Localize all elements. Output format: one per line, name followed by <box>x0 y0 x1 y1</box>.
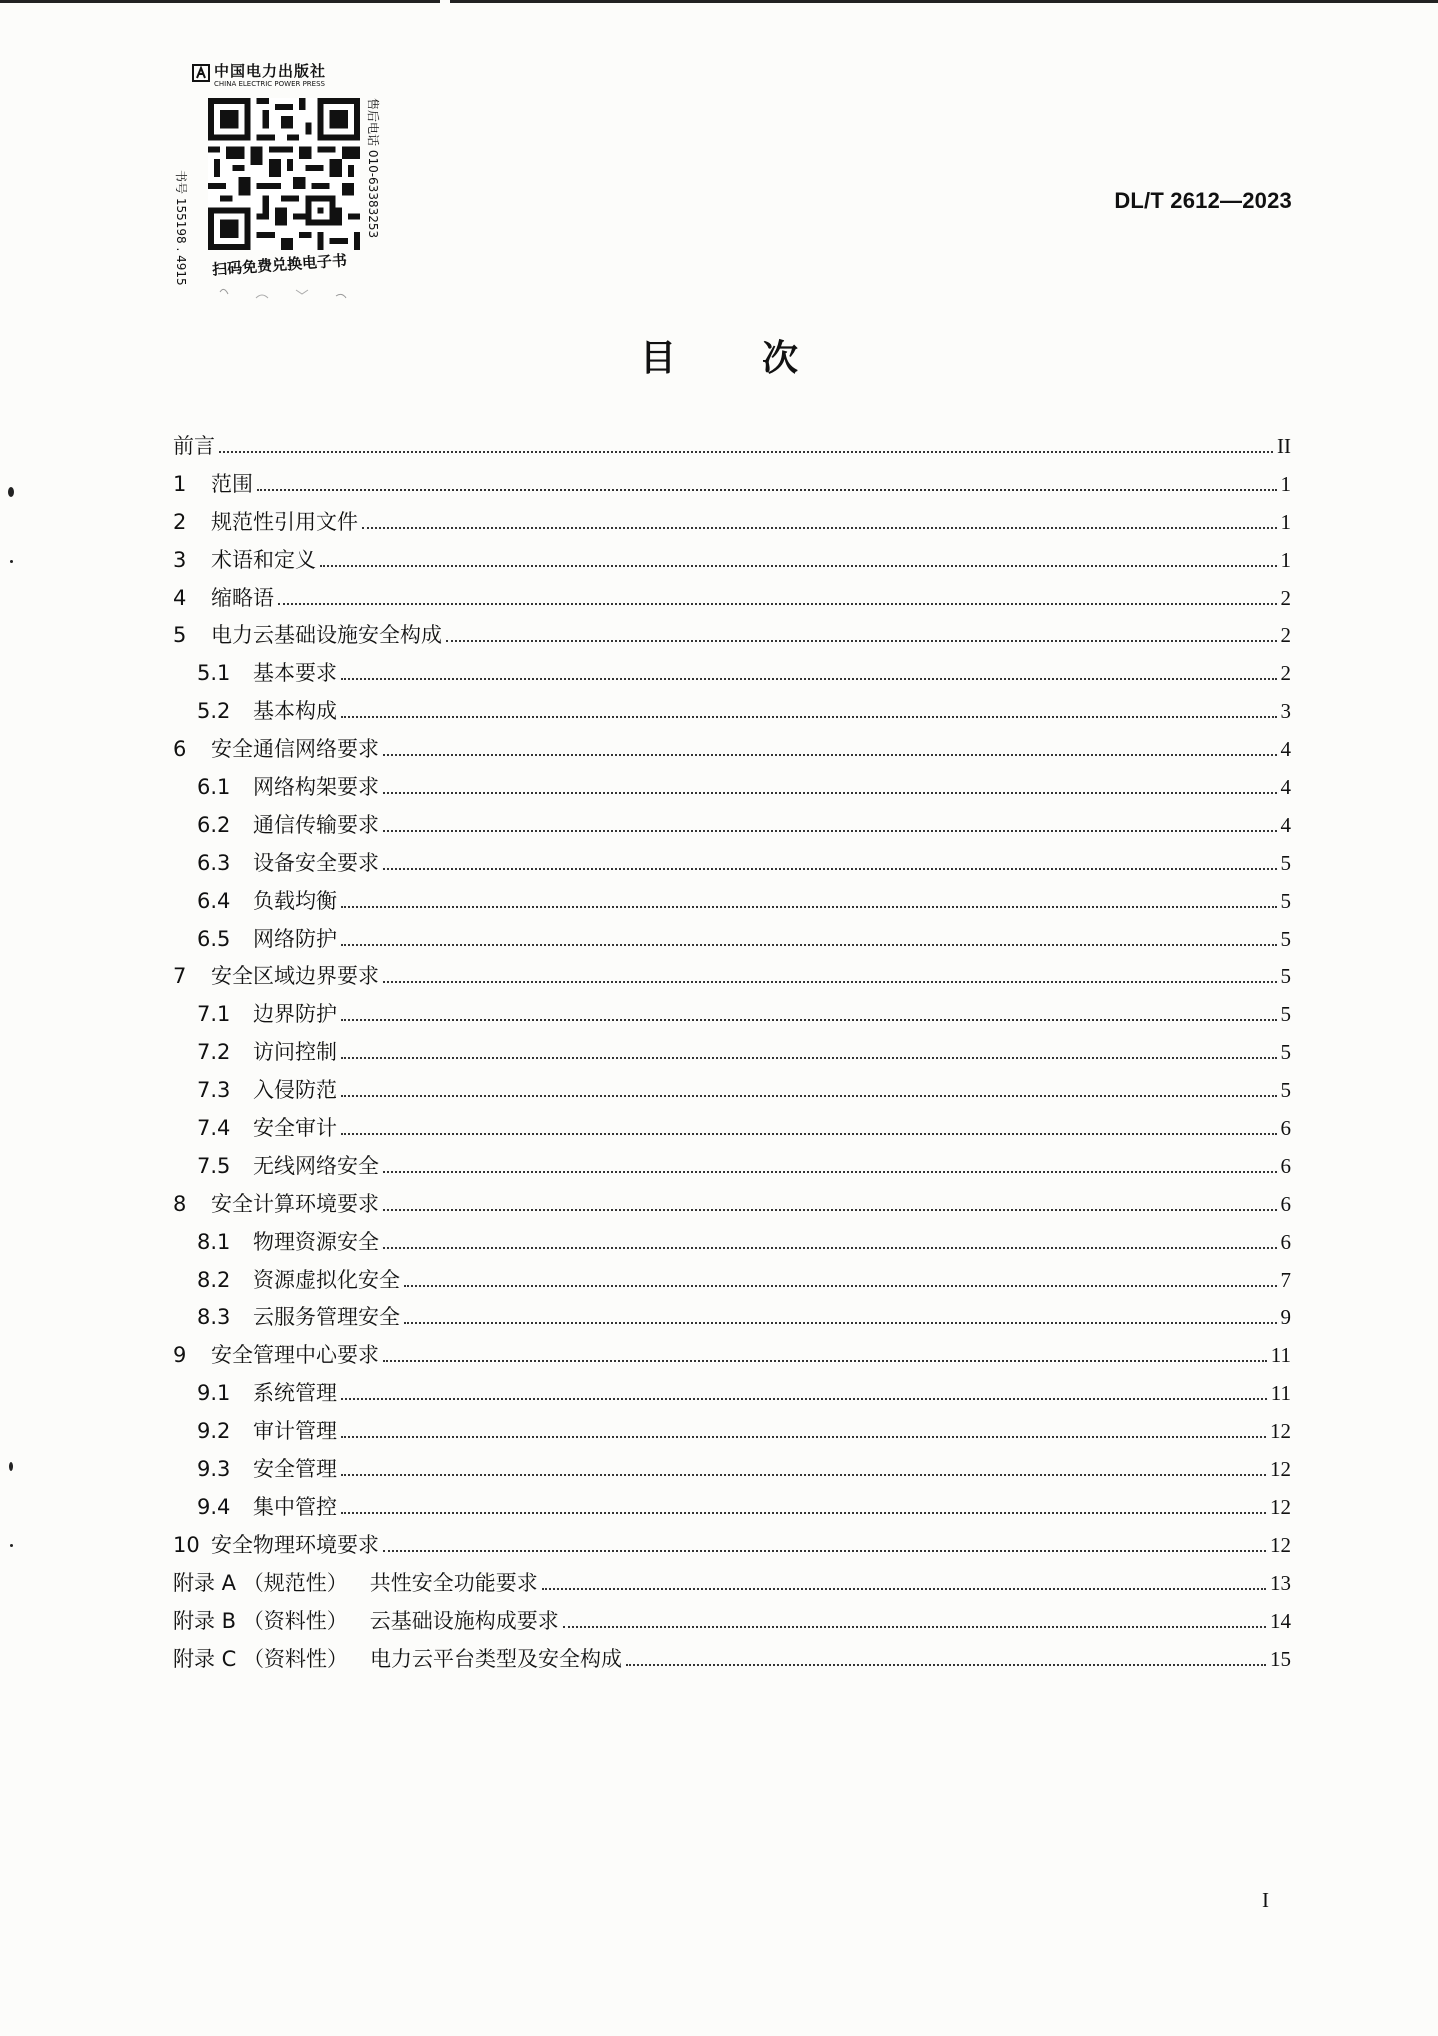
toc-entry-number: 7.3 <box>197 1078 231 1103</box>
toc-entry[interactable] <box>173 1377 1291 1415</box>
toc-dot-leader <box>320 565 1277 567</box>
publisher-english-name: CHINA ELECTRIC POWER PRESS <box>214 80 325 88</box>
toc-entry-label: 系统管理 <box>253 1381 337 1406</box>
toc-entry[interactable] <box>173 809 1291 847</box>
qr-code-icon[interactable] <box>208 98 360 250</box>
toc-entry[interactable] <box>173 1036 1291 1074</box>
toc-entry[interactable] <box>173 1074 1291 1112</box>
toc-entry-number: 9.4 <box>197 1494 231 1519</box>
toc-entry-number: 8 <box>173 1191 187 1216</box>
toc-entry-number: 9.3 <box>197 1457 231 1482</box>
toc-entry-page: 4 <box>1280 812 1291 837</box>
toc-entry-number: 9.1 <box>197 1381 231 1406</box>
toc-entry-label: 基本要求 <box>253 661 337 686</box>
service-hotline: 售后电话 010-63383253 <box>366 98 380 239</box>
toc-entry-label: 安全管理 <box>253 1457 337 1482</box>
toc-entry-number: 9 <box>173 1343 187 1368</box>
table-of-contents <box>173 430 1291 1680</box>
toc-entry-number: 1 <box>173 471 187 496</box>
toc-dot-leader <box>341 1095 1277 1097</box>
toc-entry-number: 7.2 <box>197 1040 231 1065</box>
toc-entry[interactable] <box>173 1529 1291 1567</box>
toc-dot-leader <box>341 1019 1277 1021</box>
page-title <box>0 330 1438 381</box>
toc-entry-page: 1 <box>1280 509 1291 534</box>
toc-entry[interactable] <box>173 657 1291 695</box>
toc-dot-leader <box>563 1626 1266 1628</box>
toc-entry-page: 2 <box>1280 623 1291 648</box>
toc-entry-label: 电力云基础设施安全构成 <box>211 623 442 648</box>
toc-entry-page: 4 <box>1280 737 1291 762</box>
toc-entry[interactable] <box>173 771 1291 809</box>
toc-entry[interactable] <box>173 468 1291 506</box>
toc-entry[interactable] <box>173 506 1291 544</box>
toc-entry-label: 访问控制 <box>253 1040 337 1065</box>
toc-entry-label: 安全管理中心要求 <box>211 1343 379 1368</box>
toc-entry-label: 云服务管理安全 <box>253 1305 400 1330</box>
toc-entry[interactable] <box>173 733 1291 771</box>
toc-entry-number: 5 <box>173 623 187 648</box>
toc-entry-label: 设备安全要求 <box>253 850 379 875</box>
toc-entry-label: 边界防护 <box>253 1002 337 1027</box>
toc-entry-label: 规范性引用文件 <box>211 509 358 534</box>
toc-dot-leader <box>341 944 1277 946</box>
toc-entry-page: 5 <box>1280 888 1291 913</box>
toc-entry-page: 3 <box>1280 699 1291 724</box>
toc-dot-leader <box>341 906 1277 908</box>
toc-entry-number: 8.2 <box>197 1267 231 1292</box>
toc-entry-number: 5.2 <box>197 699 231 724</box>
toc-entry-page: 6 <box>1280 1229 1291 1254</box>
toc-entry[interactable] <box>173 544 1291 582</box>
scan-noise-marks <box>216 280 366 310</box>
toc-entry-page: 2 <box>1280 661 1291 686</box>
toc-entry-number: 8.3 <box>197 1305 231 1330</box>
toc-entry-label: 前言 <box>173 434 215 458</box>
toc-dot-leader <box>341 1133 1277 1135</box>
toc-entry-label: 无线网络安全 <box>253 1153 379 1178</box>
toc-entry-label: 通信传输要求 <box>253 812 379 837</box>
toc-entry-number: 6.3 <box>197 850 231 875</box>
toc-entry[interactable] <box>173 1605 1291 1643</box>
toc-entry-page: 5 <box>1280 1078 1291 1103</box>
toc-dot-leader <box>383 1171 1277 1173</box>
toc-entry-number: 8.1 <box>197 1229 231 1254</box>
toc-dot-leader <box>404 1285 1277 1287</box>
toc-entry[interactable] <box>173 1112 1291 1150</box>
toc-entry-number: 2 <box>173 509 187 534</box>
toc-dot-leader <box>278 603 1277 605</box>
toc-entry-page: 4 <box>1280 775 1291 800</box>
toc-entry-page: 7 <box>1280 1267 1291 1292</box>
toc-entry[interactable] <box>173 1226 1291 1264</box>
toc-entry-label: 范围 <box>211 471 253 496</box>
toc-dot-leader <box>219 451 1273 453</box>
toc-entry-number: 附录 B （资料性） <box>173 1608 348 1633</box>
toc-entry-page: 6 <box>1280 1153 1291 1178</box>
toc-entry-page: 13 <box>1270 1570 1291 1595</box>
toc-dot-leader <box>341 678 1277 680</box>
toc-entry[interactable] <box>173 960 1291 998</box>
toc-entry-number: 7.4 <box>197 1116 231 1141</box>
toc-dot-leader <box>383 1550 1266 1552</box>
qr-stamp <box>174 58 386 320</box>
toc-entry-number: 附录 C （资料性） <box>173 1646 349 1671</box>
toc-entry-label: 安全区域边界要求 <box>211 964 379 989</box>
toc-entry-number: 7.5 <box>197 1153 231 1178</box>
toc-entry-label: 共性安全功能要求 <box>369 1570 538 1595</box>
toc-entry-number: 7.1 <box>197 1002 231 1027</box>
toc-entry-label: 电力云平台类型及安全构成 <box>370 1646 623 1671</box>
toc-dot-leader <box>341 1474 1266 1476</box>
publisher-logo-icon <box>192 64 210 82</box>
toc-dot-leader <box>446 640 1277 642</box>
toc-dot-leader <box>341 1398 1267 1400</box>
toc-entry[interactable] <box>173 1491 1291 1529</box>
toc-dot-leader <box>383 792 1277 794</box>
toc-entry[interactable] <box>173 1453 1291 1491</box>
toc-entry[interactable] <box>173 695 1291 733</box>
toc-entry[interactable] <box>173 582 1291 620</box>
toc-entry-label: 安全审计 <box>253 1116 337 1141</box>
toc-entry-page: 12 <box>1270 1457 1291 1482</box>
toc-dot-leader <box>341 716 1277 718</box>
toc-entry-page: 6 <box>1280 1116 1291 1141</box>
page-folio: I <box>1262 1888 1269 1912</box>
top-rule-gap <box>440 0 450 3</box>
toc-entry-page: 5 <box>1280 1002 1291 1027</box>
toc-entry[interactable] <box>173 1301 1291 1339</box>
toc-entry-page: 9 <box>1280 1305 1291 1330</box>
toc-dot-leader <box>383 868 1277 870</box>
top-rule <box>0 0 1438 3</box>
toc-entry-number: 7 <box>173 964 187 989</box>
toc-entry-number: 5.1 <box>197 661 231 686</box>
toc-entry-page: 5 <box>1280 850 1291 875</box>
toc-entry[interactable] <box>173 1188 1291 1226</box>
toc-entry[interactable] <box>173 923 1291 961</box>
toc-dot-leader <box>383 830 1277 832</box>
toc-entry-number: 6.5 <box>197 926 231 951</box>
toc-entry[interactable] <box>173 1643 1291 1681</box>
toc-entry-label: 入侵防范 <box>253 1078 337 1103</box>
toc-entry-number: 4 <box>173 585 187 610</box>
toc-dot-leader <box>341 1057 1277 1059</box>
toc-entry-label: 云基础设施构成要求 <box>369 1608 559 1633</box>
toc-entry-number: 附录 A （规范性） <box>173 1570 348 1595</box>
toc-dot-leader <box>383 1247 1277 1249</box>
standard-number: DL/T 2612—2023 <box>1114 188 1292 213</box>
toc-entry-label: 缩略语 <box>211 585 274 610</box>
toc-entry-label: 物理资源安全 <box>253 1229 379 1254</box>
toc-entry-page: 5 <box>1280 964 1291 989</box>
toc-entry[interactable] <box>173 430 1291 468</box>
toc-entry-page: 12 <box>1270 1532 1291 1557</box>
toc-entry-page: 12 <box>1270 1494 1291 1519</box>
toc-entry-page: 1 <box>1280 547 1291 572</box>
toc-entry-number: 6.4 <box>197 888 231 913</box>
toc-entry-number: 6.1 <box>197 775 231 800</box>
toc-entry-label: 安全通信网络要求 <box>211 737 379 762</box>
toc-dot-leader <box>542 1588 1266 1590</box>
toc-entry-page: II <box>1277 434 1291 458</box>
toc-entry-label: 术语和定义 <box>211 547 316 572</box>
toc-entry-page: 12 <box>1270 1419 1291 1444</box>
toc-entry-number: 10 <box>173 1532 200 1557</box>
title-char-2: 次 <box>762 338 799 380</box>
toc-entry-number: 6 <box>173 737 187 762</box>
toc-entry-label: 安全物理环境要求 <box>211 1532 379 1557</box>
toc-entry-label: 安全计算环境要求 <box>211 1191 379 1216</box>
toc-entry-label: 集中管控 <box>253 1494 337 1519</box>
toc-entry-page: 2 <box>1280 585 1291 610</box>
toc-entry-label: 审计管理 <box>253 1419 337 1444</box>
toc-entry-label: 负载均衡 <box>253 888 337 913</box>
toc-entry[interactable] <box>173 1150 1291 1188</box>
scan-artifact <box>10 1544 13 1547</box>
toc-dot-leader <box>257 489 1277 491</box>
book-number: 书号 155198 . 4915 <box>174 170 188 286</box>
toc-dot-leader <box>383 1360 1267 1362</box>
scan-caption: 扫码免费兑换电子书 <box>211 251 348 279</box>
toc-dot-leader <box>404 1322 1277 1324</box>
toc-entry-page: 14 <box>1270 1608 1291 1633</box>
scan-artifact <box>8 487 14 497</box>
toc-entry[interactable] <box>173 885 1291 923</box>
toc-entry[interactable] <box>173 619 1291 657</box>
toc-entry[interactable] <box>173 847 1291 885</box>
toc-entry-number: 9.2 <box>197 1419 231 1444</box>
toc-dot-leader <box>626 1664 1266 1666</box>
toc-entry-page: 5 <box>1280 926 1291 951</box>
toc-entry[interactable] <box>173 998 1291 1036</box>
toc-entry-page: 1 <box>1280 471 1291 496</box>
toc-dot-leader <box>362 527 1277 529</box>
scan-artifact <box>9 1462 13 1471</box>
toc-entry-label: 网络构架要求 <box>253 775 379 800</box>
toc-entry[interactable] <box>173 1415 1291 1453</box>
toc-entry[interactable] <box>173 1264 1291 1302</box>
toc-entry-number: 3 <box>173 547 187 572</box>
toc-entry[interactable] <box>173 1339 1291 1377</box>
toc-dot-leader <box>383 1209 1277 1211</box>
toc-entry-page: 15 <box>1270 1646 1291 1671</box>
toc-dot-leader <box>341 1512 1266 1514</box>
toc-entry-label: 资源虚拟化安全 <box>253 1267 400 1292</box>
toc-entry-label: 基本构成 <box>253 699 337 724</box>
title-char-1: 目 <box>639 338 676 380</box>
toc-entry-label: 网络防护 <box>253 926 337 951</box>
toc-entry-page: 6 <box>1280 1191 1291 1216</box>
toc-entry-number: 6.2 <box>197 812 231 837</box>
toc-dot-leader <box>383 754 1277 756</box>
toc-entry-page: 11 <box>1270 1381 1291 1406</box>
scan-artifact <box>10 560 13 563</box>
toc-dot-leader <box>383 981 1277 983</box>
publisher-name: 中国电力出版社 <box>214 62 327 80</box>
toc-entry[interactable] <box>173 1567 1291 1605</box>
toc-entry-page: 5 <box>1280 1040 1291 1065</box>
toc-entry-page: 11 <box>1270 1343 1291 1368</box>
toc-dot-leader <box>341 1436 1266 1438</box>
